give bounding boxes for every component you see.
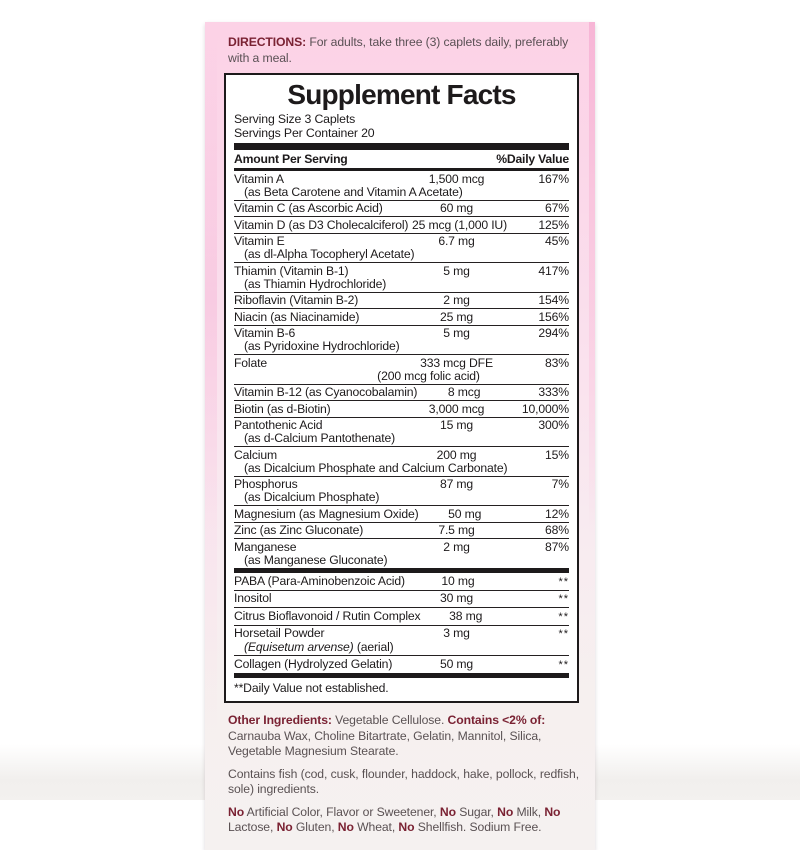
fact-row: [234, 385, 569, 402]
nutrient-amount: 3,000 mcg: [428, 401, 485, 416]
nutrient-name: Horsetail Powder: [234, 626, 325, 640]
nutrient-subtext: (200 mcg folic acid): [377, 368, 480, 383]
nutrient-name: Magnesium (as Magnesium Oxide): [234, 506, 419, 521]
fact-row: [234, 309, 569, 326]
nutrient-daily-value: 333%: [538, 385, 569, 399]
nutrient-daily-value: **: [558, 593, 569, 605]
nutrient-name: PABA (Para-Aminobenzoic Acid): [234, 573, 405, 588]
facts-rows-secondary: [234, 573, 569, 673]
fact-row: [234, 263, 569, 293]
nutrient-daily-value: **: [558, 628, 569, 640]
facts-rows-main: [234, 171, 569, 568]
fact-row: [234, 539, 569, 568]
daily-value-footnote: **Daily Value not established.: [234, 681, 389, 695]
nutrient-daily-value: 154%: [538, 293, 569, 307]
servings-per-container-text: Servings Per Container 20: [234, 126, 375, 140]
nutrient-amount: 3 mg: [443, 626, 470, 640]
nutrient-daily-value: 156%: [538, 309, 569, 324]
fact-row: [234, 573, 569, 591]
fact-row: [234, 447, 569, 477]
supplement-facts-panel: [224, 73, 579, 703]
nutrient-amount: 5 mg: [443, 263, 470, 278]
nutrient-amount: 1,500 mcg: [428, 171, 485, 186]
fact-row: [234, 401, 569, 418]
nutrient-name: Calcium: [234, 447, 277, 462]
nutrient-daily-value: **: [558, 575, 569, 588]
nutrient-daily-value: 300%: [538, 418, 569, 432]
nutrient-amount: 25 mg: [439, 309, 474, 324]
nutrient-amount: 25 mcg (1,000 IU): [412, 217, 507, 232]
nutrient-daily-value: 87%: [545, 539, 569, 554]
nutrient-daily-value: 294%: [538, 326, 569, 340]
nutrient-amount: 333 mcg DFE: [420, 355, 493, 370]
allergen-statement-text: Contains fish (cod, cusk, flounder, haddock, hake, pollock, redfish, sole) ingredients.: [228, 766, 579, 796]
nutrient-daily-value: 417%: [538, 263, 569, 278]
nutrient-daily-value: 67%: [545, 201, 569, 215]
directions-body: For adults, take three (3) caplets daily, preferably with a meal.: [228, 35, 569, 65]
nutrient-name: Vitamin E: [234, 234, 285, 248]
nutrient-subtext: (as Manganese Gluconate): [244, 552, 388, 567]
fact-row: [234, 293, 569, 310]
nutrient-amount: 5 mg: [443, 326, 470, 340]
nutrient-name: Citrus Bioflavonoid / Rutin Complex: [234, 608, 421, 623]
nutrient-name: Vitamin B-6: [234, 326, 296, 340]
fact-row: [234, 234, 569, 264]
nutrient-amount: 50 mg: [439, 656, 474, 671]
nutrient-amount: 15 mg: [439, 418, 474, 432]
daily-value-header: %Daily Value: [496, 152, 569, 166]
nutrient-name: Riboflavin (Vitamin B-2): [234, 293, 359, 307]
nutrient-amount: 2 mg: [443, 539, 470, 554]
amount-per-serving-header: Amount Per Serving: [234, 152, 348, 166]
nutrient-daily-value: 7%: [551, 477, 569, 491]
nutrient-subtext: (as dl-Alpha Tocopheryl Acetate): [244, 247, 415, 261]
nutrient-daily-value: 45%: [545, 234, 569, 248]
nutrient-amount: 87 mg: [439, 477, 474, 491]
supplement-facts-title: Supplement Facts: [287, 79, 516, 110]
fact-row: [234, 217, 569, 234]
nutrient-amount: 8 mcg: [447, 385, 481, 399]
serving-size-text: Serving Size 3 Caplets: [234, 112, 356, 126]
facts-header-row: [234, 150, 569, 168]
fact-row: [234, 418, 569, 448]
fact-row: [234, 626, 569, 657]
directions-text: [228, 35, 577, 66]
nutrient-amount: 60 mg: [439, 201, 474, 215]
nutrient-amount: 2 mg: [443, 293, 470, 307]
nutrient-daily-value: 12%: [545, 506, 569, 521]
nutrient-name: Biotin (as d-Biotin): [234, 401, 331, 416]
fact-row: [234, 355, 569, 385]
nutrient-name: Collagen (Hydrolyzed Gelatin): [234, 656, 393, 671]
other-ingredients-text: Other Ingredients: Vegetable Cellulose. Contains <2% of: Carnauba Wax, Choline Bitartrate, Gelatin, Mannitol, Silica, Vegetable Magnesium Stearate.: [228, 713, 546, 758]
nutrient-subtext: (as Thiamin Hydrochloride): [244, 276, 387, 291]
free-of-claims-text: No Artificial Color, Flavor or Sweetener, No Sugar, No Milk, No Lactose, No Gluten, No Wheat, No Shellfish. Sodium Free.: [228, 804, 561, 834]
fact-row: [234, 656, 569, 673]
nutrient-amount: 50 mg: [448, 506, 482, 521]
directions-label: DIRECTIONS:: [228, 35, 307, 49]
nutrient-daily-value: 125%: [538, 217, 569, 232]
nutrient-subtext: (Equisetum arvense) (aerial): [244, 640, 394, 654]
fact-row: [234, 171, 569, 201]
nutrient-name: Thiamin (Vitamin B-1): [234, 263, 349, 278]
nutrient-name: Zinc (as Zinc Gluconate): [234, 523, 364, 537]
nutrient-daily-value: 15%: [545, 447, 569, 462]
product-label: [205, 22, 595, 850]
nutrient-amount: 200 mg: [436, 447, 477, 462]
fact-row: [234, 523, 569, 540]
nutrient-daily-value: 10,000%: [521, 401, 569, 416]
nutrient-subtext: (as d-Calcium Pantothenate): [244, 431, 396, 445]
fact-row: [234, 477, 569, 507]
nutrient-amount: 7.5 mg: [438, 523, 475, 537]
nutrient-daily-value: 68%: [545, 523, 569, 537]
nutrient-name: Phosphorus: [234, 477, 298, 491]
nutrient-amount: 10 mg: [441, 573, 475, 588]
nutrient-daily-value: **: [558, 610, 569, 623]
nutrient-subtext: (as Dicalcium Phosphate and Calcium Carbonate): [244, 460, 508, 475]
nutrient-amount: 30 mg: [439, 591, 474, 605]
divider-thick-bar: [234, 143, 569, 150]
fact-row: [234, 591, 569, 609]
fact-row: [234, 506, 569, 523]
fact-row: [234, 326, 569, 356]
nutrient-subtext: (as Dicalcium Phosphate): [244, 490, 380, 504]
nutrient-name: Niacin (as Niacinamide): [234, 309, 360, 324]
nutrient-name: Vitamin B-12 (as Cyanocobalamin): [234, 385, 418, 399]
fact-row: [234, 201, 569, 218]
nutrient-daily-value: **: [558, 658, 569, 671]
nutrient-amount: 38 mg: [449, 608, 483, 623]
nutrient-name: Folate: [234, 355, 267, 370]
nutrient-daily-value: 83%: [545, 355, 569, 370]
nutrient-name: Vitamin D (as D3 Cholecalciferol): [234, 217, 409, 232]
nutrient-name: Inositol: [234, 591, 272, 605]
nutrient-subtext: (as Pyridoxine Hydrochloride): [244, 339, 400, 353]
nutrient-daily-value: 167%: [538, 171, 569, 186]
nutrient-name: Pantothenic Acid: [234, 418, 323, 432]
nutrient-amount: 6.7 mg: [438, 234, 475, 248]
nutrient-name: Vitamin A: [234, 171, 284, 186]
nutrient-subtext: (as Beta Carotene and Vitamin A Acetate): [244, 184, 463, 199]
fact-row: [234, 608, 569, 626]
nutrient-name: Vitamin C (as Ascorbic Acid): [234, 201, 383, 215]
nutrient-name: Manganese: [234, 539, 297, 554]
